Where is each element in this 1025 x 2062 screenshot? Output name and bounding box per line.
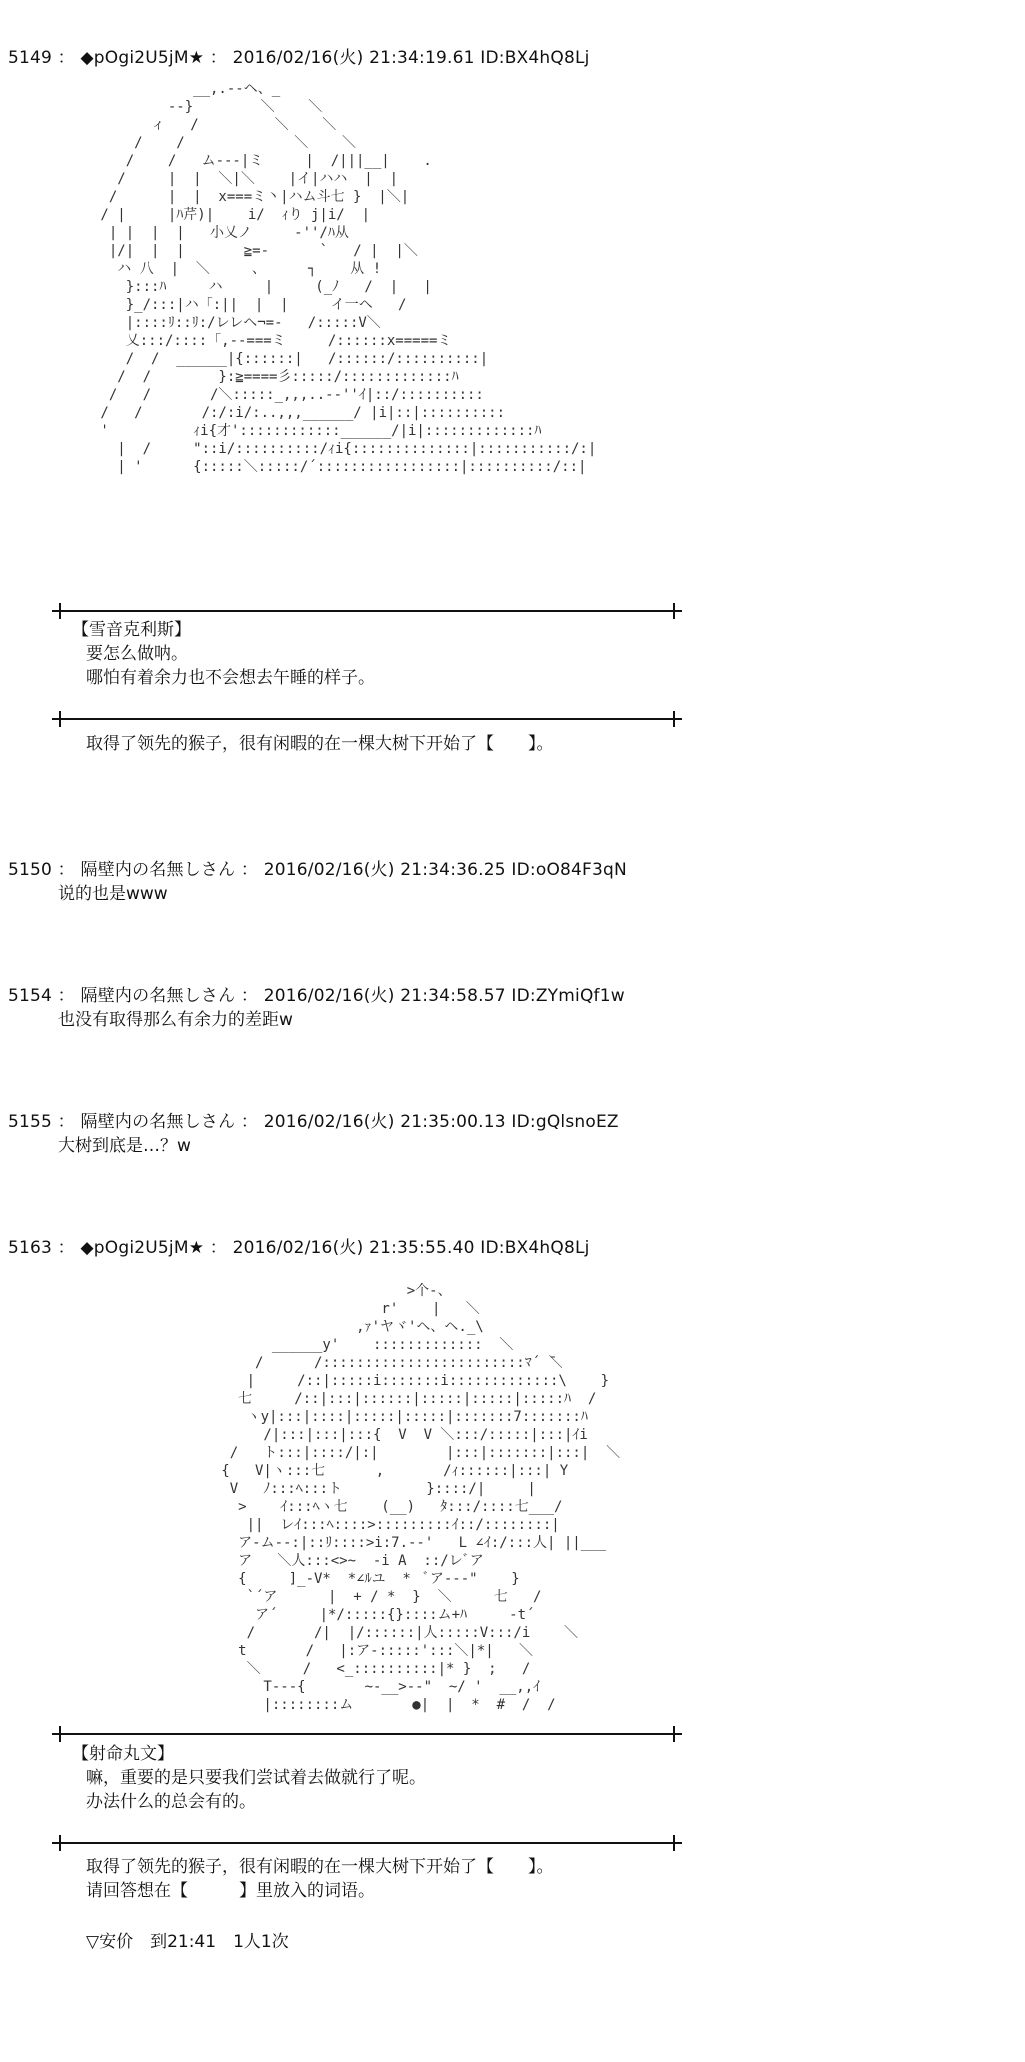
post-number: 5149: [8, 48, 53, 68]
narration-line: 取得了领先的猴子，很有闲暇的在一棵大树下开始了【 】。: [86, 1857, 554, 1877]
post-id[interactable]: ID:gQlsnoEZ: [511, 1112, 619, 1132]
dialogue-line: 要怎么做呐。: [86, 644, 188, 664]
post-author[interactable]: ◆pOgi2U5jM★: [80, 48, 205, 68]
post-number: 5154: [8, 986, 53, 1006]
post-date: 2016/02/16(火): [263, 1112, 395, 1132]
post-date: 2016/02/16(火): [263, 860, 395, 880]
post-id[interactable]: ID:ZYmiQf1w: [511, 986, 625, 1006]
post-time: 21:34:36.25: [400, 860, 506, 880]
post-author[interactable]: ◆pOgi2U5jM★: [80, 1238, 205, 1258]
post-time: 21:35:55.40: [369, 1238, 475, 1258]
post-number: 5155: [8, 1112, 53, 1132]
plus-icon: [666, 603, 682, 619]
post-id[interactable]: ID:BX4hQ8Lj: [480, 1238, 590, 1258]
speaker-name: 【雪音克利斯】: [72, 620, 191, 640]
dialogue-line: 哪怕有着余力也不会想去午睡的样子。: [86, 668, 375, 688]
post-number: 5150: [8, 860, 53, 880]
divider: [60, 1842, 674, 1844]
post-author[interactable]: 隔壁内の名無しさん: [80, 860, 236, 880]
post-date: 2016/02/16(火): [263, 986, 395, 1006]
plus-icon: [52, 1726, 68, 1742]
divider: [60, 718, 674, 720]
post-time: 21:34:58.57: [400, 986, 506, 1006]
plus-icon: [666, 1726, 682, 1742]
ascii-art-aya: >个-、 r' | ＼ ,ｧ'ヤヾ'ヘ、ヘ._\ ______y' ::::::::::::: ＼ / /::::::::::::::::::::::::ﾏ´ ̄＼ | /::|:::::i:::::::i:::::::::::::\ } 七 /::|:::|::::::|:::::|:::::|:::::ﾊ / ヽy|:::|::::|:::::|:::::|:::::::7:::::::ﾊ /|:::|:::|:::{ V V ＼:::/:::::|:::|ｲi / ト:::|::::/|:| |:::|:::::::|:::| ＼ { V|ヽ:::七 , /ｨ::::::|:::| Y V ﾉ:::ﾍ:::ト }::::/| | > ｲ:::ﾍヽ七 (__) ﾀ:::/::::七___/ || レｲ:::ﾍ::::>:::::::::ｲ::/::::::::| ア-ム--:|::ﾘ::::>i:7.--' L ∠ｲ:/:::人| ||___ ア ＼人:::<>~ -i A ::/レﾞア { ]_-V* *∠ﾙユ * ﾞア---" } `´ア | + / * } ＼ 七 / ア´ |*/:::::{}::::ム+ﾊ -t´ / /| |/::::::|人:::::V:::/i ＼ t / |:ア-:::::':::＼|*| ＼ ＼ / <_::::::::::|* } ; / T---{ ~-__>--" ~/ ' __,,ｲ |::::::::ム ●| | * # / /: [221, 1283, 621, 1713]
post-id[interactable]: ID:BX4hQ8Lj: [480, 48, 590, 68]
plus-icon: [666, 1835, 682, 1851]
plus-icon: [52, 603, 68, 619]
post-time: 21:35:00.13: [400, 1112, 506, 1132]
dialogue-line: 办法什么的总会有的。: [86, 1792, 256, 1812]
post-body: 说的也是www: [58, 884, 168, 904]
post-date: 2016/02/16(火): [232, 1238, 364, 1258]
divider: [60, 610, 674, 612]
post-header-5154: 5154 ： 隔壁内の名無しさん ： 2016/02/16(火) 21:34:58.57 ID:ZYmiQf1w: [8, 986, 625, 1006]
divider: [60, 1733, 674, 1735]
narration-line: 取得了领先的猴子，很有闲暇的在一棵大树下开始了【 】。: [86, 734, 554, 754]
post-author[interactable]: 隔壁内の名無しさん: [80, 1112, 236, 1132]
speaker-name: 【射命丸文】: [72, 1744, 174, 1764]
post-number: 5163: [8, 1238, 53, 1258]
ascii-art-chris: __,.-‐ヘ、_ -‐} ＼ ＼ ィ / ＼ ＼ / / ＼ ＼ / / ム---|ミ | /|||__| . / | | ＼|＼ |イ|ハハ | | / | | x===ミ丶|ハム斗七 } |＼| / | |ﾊ芹)| i/ ｨり j|i/ | | | | | 小乂ノ ‐''/ﾊ从 |/| | | ≧=- ` / | |＼ ハ 八 | ＼ 、 ┐ 从 ! }:::ﾊ ハ | (_ﾉ / | | }_/:::|ハ「:|| | | イ一ヘ / |::::ﾘ::ﾘ:/レレヘ¬=- /:::::V＼ 乂:::/::::「,--===ミ /::::::x=====ミ / / ______|{::::::| /::::::/::::::::::| / / }:≧====彡:::::/:::::::::::::ﾊ / / /＼:::::_,,,..-‐''ｲ|::/:::::::::: / / /:/:i/:..,,,______/ |i|::|:::::::::: ' ｨi{才'::::::::::::______/|i|:::::::::::::ﾊ | / "::i/::::::::::/ｨi{::::::::::::::|:::::::::::/:| | ' {:::::＼:::::/´:::::::::::::::::|::::::::::/::|: [100, 81, 597, 475]
post-time: 21:34:19.61: [369, 48, 475, 68]
post-author[interactable]: 隔壁内の名無しさん: [80, 986, 236, 1006]
post-body: 也没有取得那么有余力的差距w: [58, 1010, 293, 1030]
post-header-5155: 5155 ： 隔壁内の名無しさん ： 2016/02/16(火) 21:35:00.13 ID:gQlsnoEZ: [8, 1112, 619, 1132]
post-header-5163: 5163 ： ◆pOgi2U5jM★ ： 2016/02/16(火) 21:35:55.40 ID:BX4hQ8Lj: [8, 1238, 590, 1258]
anka-footer: ▽安价 到21:41 1人1次: [86, 1932, 289, 1952]
plus-icon: [52, 1835, 68, 1851]
narration-line: 请回答想在【 】里放入的词语。: [86, 1881, 375, 1901]
post-id[interactable]: ID:oO84F3qN: [511, 860, 627, 880]
post-header-5149: 5149 ： ◆pOgi2U5jM★ ： 2016/02/16(火) 21:34:19.61 ID:BX4hQ8Lj: [8, 48, 590, 68]
post-body: 大树到底是…？w: [58, 1136, 191, 1156]
dialogue-line: 嘛，重要的是只要我们尝试着去做就行了呢。: [86, 1768, 426, 1788]
post-date: 2016/02/16(火): [232, 48, 364, 68]
plus-icon: [666, 711, 682, 727]
post-header-5150: 5150 ： 隔壁内の名無しさん ： 2016/02/16(火) 21:34:36.25 ID:oO84F3qN: [8, 860, 627, 880]
plus-icon: [52, 711, 68, 727]
